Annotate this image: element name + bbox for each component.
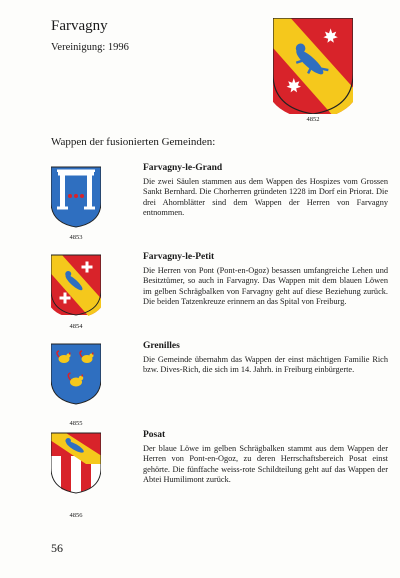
entry-title: Posat	[143, 430, 166, 440]
shield-number: 4854	[69, 323, 83, 330]
entry-text: Die zwei Säulen stammen aus dem Wappen des Hospizes vom Grossen Sankt Bernhard. Die Chorherren gründeten 1228 im Dorf ein Priorat. Die drei Ahornblätter sind dem Wappen der Herren von Farvagny entnommen.	[143, 177, 388, 218]
main-shield-number: 4852	[306, 116, 320, 123]
union-year: Vereinigung: 1996	[51, 42, 129, 53]
page-title: Farvagny	[51, 18, 108, 34]
grenilles-coat-of-arms	[51, 343, 101, 405]
posat-coat-of-arms	[51, 432, 101, 494]
shield-number: 4855	[69, 420, 83, 427]
entry-text: Die Gemeinde übernahm das Wappen der einst mächtigen Familie Rich bzw. Dives-Rich, die sich im 14. Jahrh. in Freiburg einbürgerte.	[143, 355, 388, 375]
entry-title: Farvagny-le-Grand	[143, 163, 223, 173]
farvagny-le-petit-coat-of-arms	[51, 254, 101, 316]
entry-text: Die Herren von Pont (Pont-en-Ogoz) besassen umfangreiche Lehen und Besitztümer, so auch in Farvagny. Das Wappen mit dem blauen Löwen im gelben Schrägbalken von Farvagny geht auf diese Beziehung zurück. Die beiden Tatzenkreuze erinnern an das Spital von Freiburg.	[143, 266, 388, 307]
farvagny-le-grand-coat-of-arms	[51, 166, 101, 228]
page-number: 56	[51, 541, 63, 555]
farvagny-coat-of-arms	[273, 18, 353, 114]
entry-title: Grenilles	[143, 341, 180, 351]
shield-number: 4856	[69, 512, 83, 519]
shield-number: 4853	[69, 234, 83, 241]
maple-leaf-icon	[68, 194, 84, 198]
entry-title: Farvagny-le-Petit	[143, 252, 215, 262]
entry-text: Der blaue Löwe im gelben Schrägbalken stammt aus dem Wappen der Herren von Pont-en-Ogoz, zu deren Herrschaftsbereich Posat einst gehörte. Die fünffache weiss-rote Schildteilung geht auf das Wappen der Abtei Humilimont zurück.	[143, 444, 388, 485]
section-heading: Wappen der fusionierten Gemeinden:	[51, 136, 216, 148]
